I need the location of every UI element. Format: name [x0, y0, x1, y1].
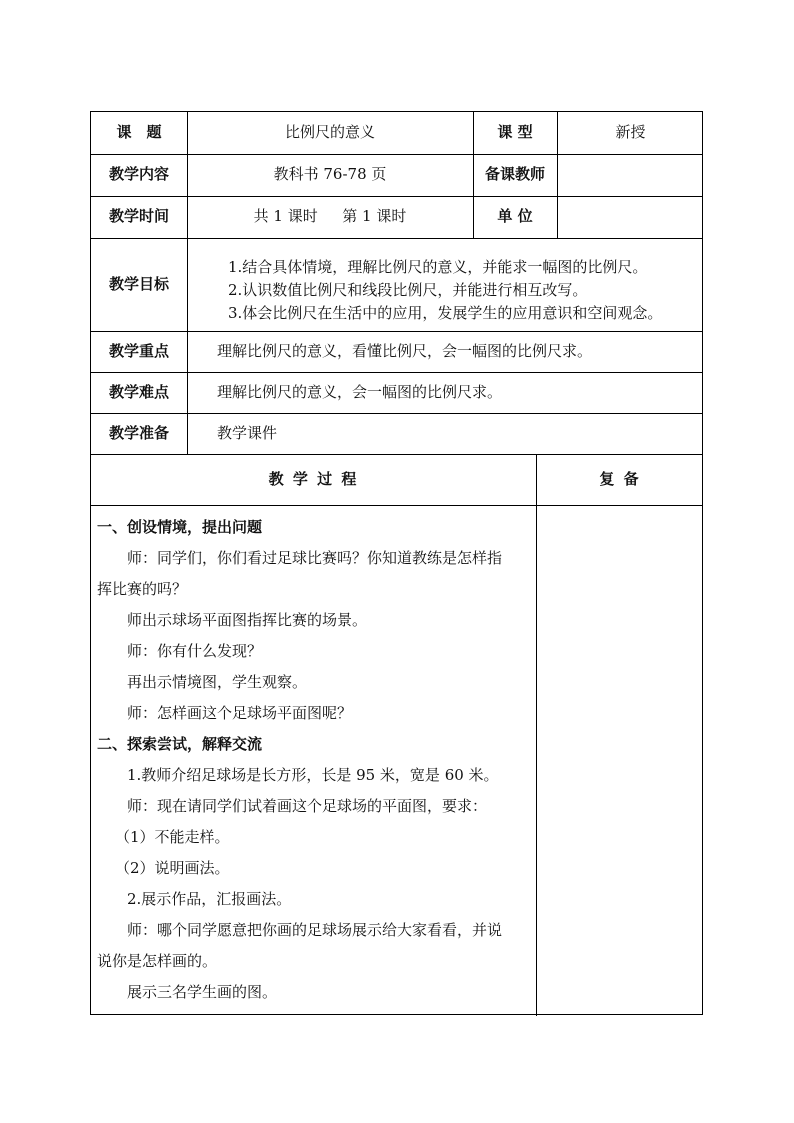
- process-line: 师：哪个同学愿意把你画的足球场展示给大家看看，并说: [127, 921, 503, 939]
- review-header: 复 备: [599, 469, 641, 488]
- difficulties-value: 理解比例尺的意义，会一幅图的比例尺求。: [217, 382, 503, 401]
- goal-item: 3.体会比例尺在生活中的应用，发展学生的应用意识和空间观念。: [228, 304, 663, 322]
- topic-label: 课 题: [116, 123, 162, 142]
- section-heading: 一、创设情境，提出问题: [97, 518, 263, 536]
- process-line: 展示三名学生画的图。: [127, 983, 278, 1001]
- key-points-value: 理解比例尺的意义，看懂比例尺，会一幅图的比例尺求。: [217, 341, 593, 360]
- type-label: 课 型: [497, 123, 533, 142]
- process-line: 师：怎样画这个足球场平面图呢？: [127, 704, 353, 722]
- row-divider: [91, 505, 702, 506]
- difficulties-label: 教学难点: [108, 382, 169, 401]
- process-header: 教 学 过 程: [268, 469, 359, 488]
- process-line: 师：现在请同学们试着画这个足球场的平面图，要求：: [127, 797, 488, 815]
- goal-item: 2.认识数值比例尺和线段比例尺，并能进行相互改写。: [228, 281, 588, 299]
- process-body: [97, 512, 531, 1008]
- teacher-value: [557, 154, 704, 196]
- key-points-label: 教学重点: [108, 341, 169, 360]
- content-value: 教科书 76-78 页: [273, 165, 387, 184]
- process-line: 2.展示作品，汇报画法。: [127, 890, 292, 908]
- teacher-label: 备课教师: [484, 165, 545, 184]
- process-line: 说你是怎样画的。: [97, 952, 218, 970]
- process-line: 师：同学们，你们看过足球比赛吗？你知道教练是怎样指: [127, 549, 503, 567]
- process-line: 再出示情境图，学生观察。: [127, 673, 308, 691]
- goals-label: 教学目标: [108, 274, 169, 293]
- time-label: 教学时间: [108, 207, 169, 226]
- process-line: 挥比赛的吗？: [97, 580, 188, 598]
- section-heading: 二、探索尝试，解释交流: [97, 735, 263, 753]
- process-line: （2）说明画法。: [115, 859, 230, 877]
- process-line: 师：你有什么发现？: [127, 642, 263, 660]
- content-label: 教学内容: [108, 165, 169, 184]
- unit-value: [557, 196, 704, 238]
- goal-item: 1.结合具体情境，理解比例尺的意义，并能求一幅图的比例尺。: [228, 258, 648, 276]
- preparation-label: 教学准备: [108, 423, 169, 442]
- topic-value: 比例尺的意义: [284, 123, 375, 142]
- unit-label: 单 位: [497, 207, 533, 226]
- lesson-plan-table: [90, 111, 703, 1015]
- type-value: 新授: [615, 123, 646, 142]
- time-value: 共 1 课时 第 1 课时: [253, 207, 407, 226]
- process-line: 师出示球场平面图指挥比赛的场景。: [127, 611, 368, 629]
- preparation-value: 教学课件: [217, 423, 278, 442]
- column-divider: [536, 454, 537, 1016]
- process-line: 1.教师介绍足球场是长方形，长是 95 米，宽是 60 米。: [127, 766, 499, 784]
- process-line: （1）不能走样。: [115, 828, 230, 846]
- goals-list: [228, 256, 662, 325]
